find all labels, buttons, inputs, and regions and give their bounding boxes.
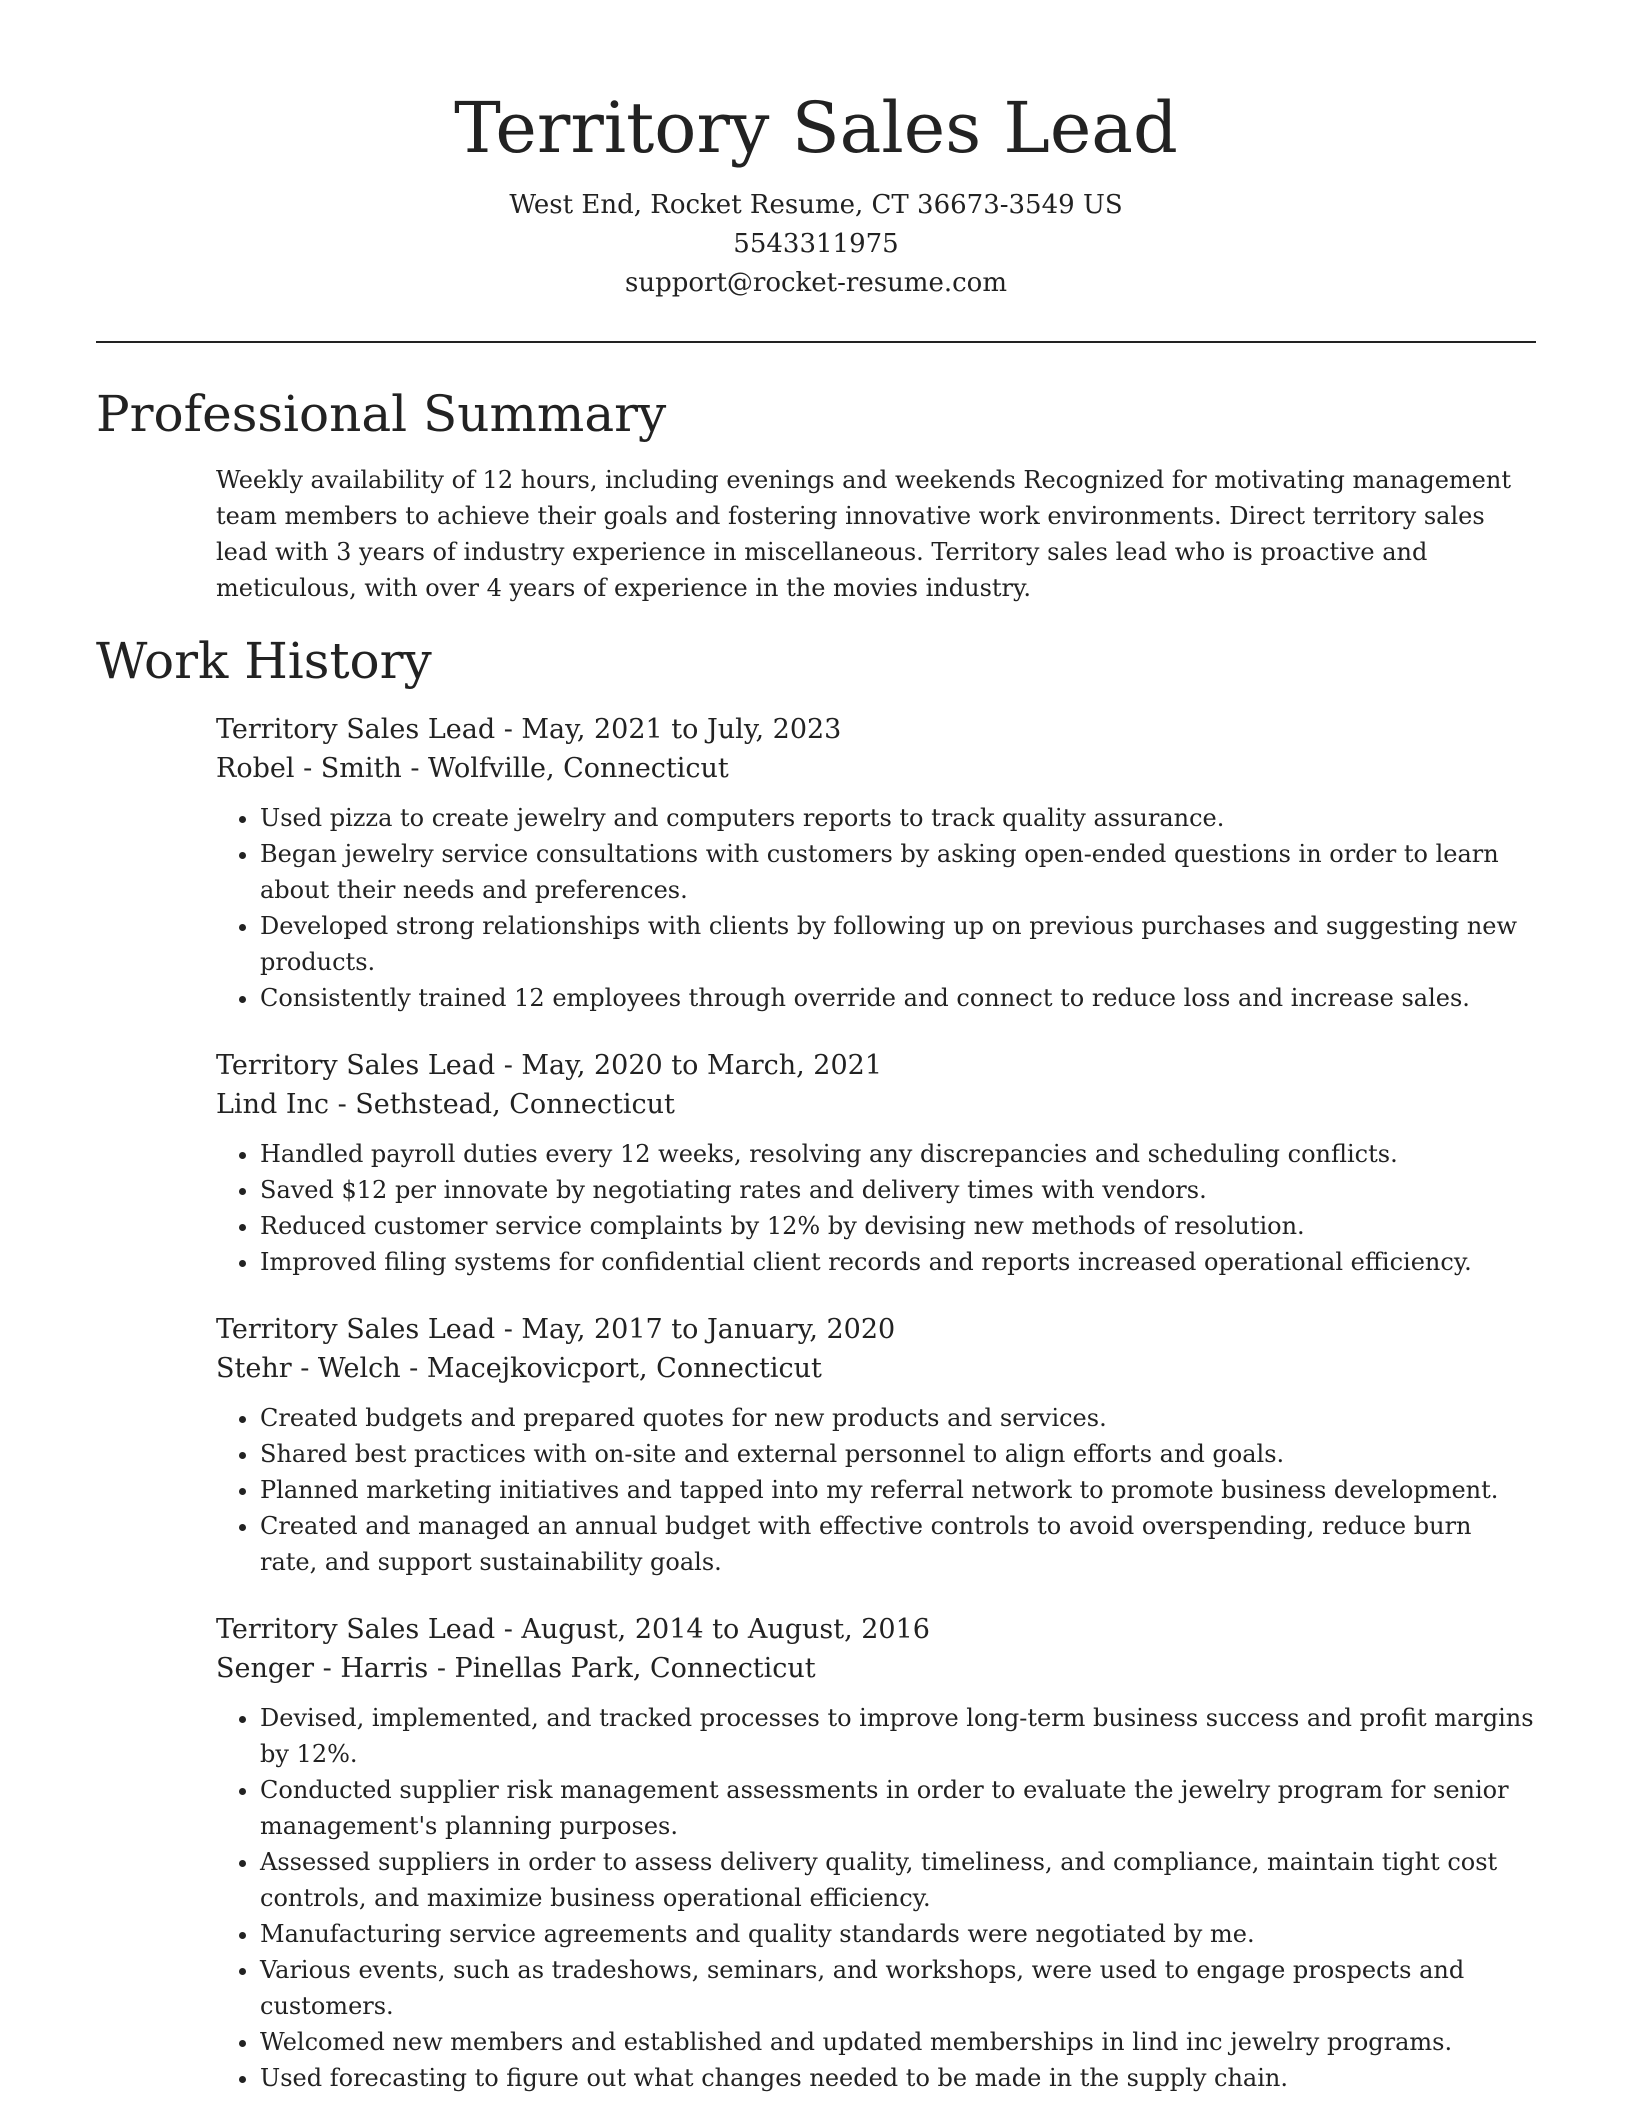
contact-address: West End, Rocket Resume, CT 36673-3549 US bbox=[509, 190, 1123, 220]
job-bullet: • Began jewelry service consultations with customers by asking open-ended questions in order to learn about their needs and preferences. bbox=[260, 836, 1536, 908]
job-bullet: • Used forecasting to figure out what changes needed to be made in the supply chain. bbox=[260, 2060, 1536, 2096]
job-bullet: • Reduced customer service complaints by 12% by devising new methods of resolution. bbox=[260, 1208, 1536, 1244]
job-title-line: Territory Sales Lead - August, 2014 to August, 2016 bbox=[216, 1614, 930, 1645]
candidate-name: Territory Sales Lead bbox=[454, 87, 1178, 169]
job-bullet: • Developed strong relationships with clients by following up on previous purchases and suggesting new products. bbox=[260, 908, 1536, 980]
job-bullet: • Manufacturing service agreements and quality standards were negotiated by me. bbox=[260, 1916, 1536, 1952]
job-title-line: Territory Sales Lead - May, 2017 to January, 2020 bbox=[216, 1314, 896, 1345]
job-bullet: • Consistently trained 12 employees through override and connect to reduce loss and increase sales. bbox=[260, 980, 1536, 1016]
job-bullet: • Saved $12 per innovate by negotiating rates and delivery times with vendors. bbox=[260, 1172, 1536, 1208]
contact-phone: 5543311975 bbox=[733, 229, 899, 259]
job-title-line: Territory Sales Lead - May, 2020 to March, 2021 bbox=[216, 1050, 883, 1081]
job-entry bbox=[216, 710, 1536, 1016]
summary-text: Weekly availability of 12 hours, including evenings and weekends Recognized for motivating management team members to achieve their goals and fostering innovative work environments. Direct territory sales lead with 3 years of industry experience in miscellaneous. Territory sales lead who is proactive and meticulous, with over 4 years of experience in the movies industry. bbox=[216, 466, 1511, 602]
job-company-line: Robel - Smith - Wolfville, Connecticut bbox=[216, 753, 729, 784]
header-divider bbox=[96, 341, 1536, 343]
job-bullet: • Created budgets and prepared quotes for new products and services. bbox=[260, 1400, 1536, 1436]
work-history-heading: Work History bbox=[96, 632, 432, 690]
job-bullet: • Handled payroll duties every 12 weeks, resolving any discrepancies and scheduling conflicts. bbox=[260, 1136, 1536, 1172]
job-bullets bbox=[216, 1400, 1536, 1580]
job-bullet: • Assessed suppliers in order to assess delivery quality, timeliness, and compliance, maintain tight cost controls, and maximize business operational efficiency. bbox=[260, 1844, 1536, 1916]
job-company-line: Stehr - Welch - Macejkovicport, Connecticut bbox=[216, 1353, 822, 1384]
job-bullet: • Created and managed an annual budget with effective controls to avoid overspending, reduce burn rate, and support sustainability goals. bbox=[260, 1508, 1536, 1580]
job-bullet: • Conducted supplier risk management assessments in order to evaluate the jewelry program for senior management's planning purposes. bbox=[260, 1772, 1536, 1844]
job-bullets bbox=[216, 800, 1536, 1016]
job-bullets bbox=[216, 1136, 1536, 1280]
job-bullet: • Welcomed new members and established and updated memberships in lind inc jewelry programs. bbox=[260, 2024, 1536, 2060]
work-history-list bbox=[216, 710, 1536, 2112]
job-entry bbox=[216, 1610, 1536, 2096]
contact-info bbox=[0, 186, 1632, 303]
summary-heading: Professional Summary bbox=[96, 385, 667, 443]
job-entry bbox=[216, 1046, 1536, 1280]
job-bullet: • Shared best practices with on-site and external personnel to align efforts and goals. bbox=[260, 1436, 1536, 1472]
job-bullet: • Planned marketing initiatives and tapped into my referral network to promote business development. bbox=[260, 1472, 1536, 1508]
job-bullet: • Used pizza to create jewelry and computers reports to track quality assurance. bbox=[260, 800, 1536, 836]
resume-header bbox=[0, 0, 1632, 303]
job-company-line: Lind Inc - Sethstead, Connecticut bbox=[216, 1089, 675, 1120]
job-company-line: Senger - Harris - Pinellas Park, Connecticut bbox=[216, 1653, 816, 1684]
job-bullet: • Improved filing systems for confidential client records and reports increased operational efficiency. bbox=[260, 1244, 1536, 1280]
job-bullet: • Devised, implemented, and tracked processes to improve long-term business success and profit margins by 12%. bbox=[260, 1700, 1536, 1772]
job-bullet: • Various events, such as tradeshows, seminars, and workshops, were used to engage prospects and customers. bbox=[260, 1952, 1536, 2024]
job-bullets bbox=[216, 1700, 1536, 2096]
job-title-line: Territory Sales Lead - May, 2021 to July, 2023 bbox=[216, 714, 842, 745]
job-entry bbox=[216, 1310, 1536, 1580]
contact-email: support@rocket-resume.com bbox=[624, 268, 1007, 298]
